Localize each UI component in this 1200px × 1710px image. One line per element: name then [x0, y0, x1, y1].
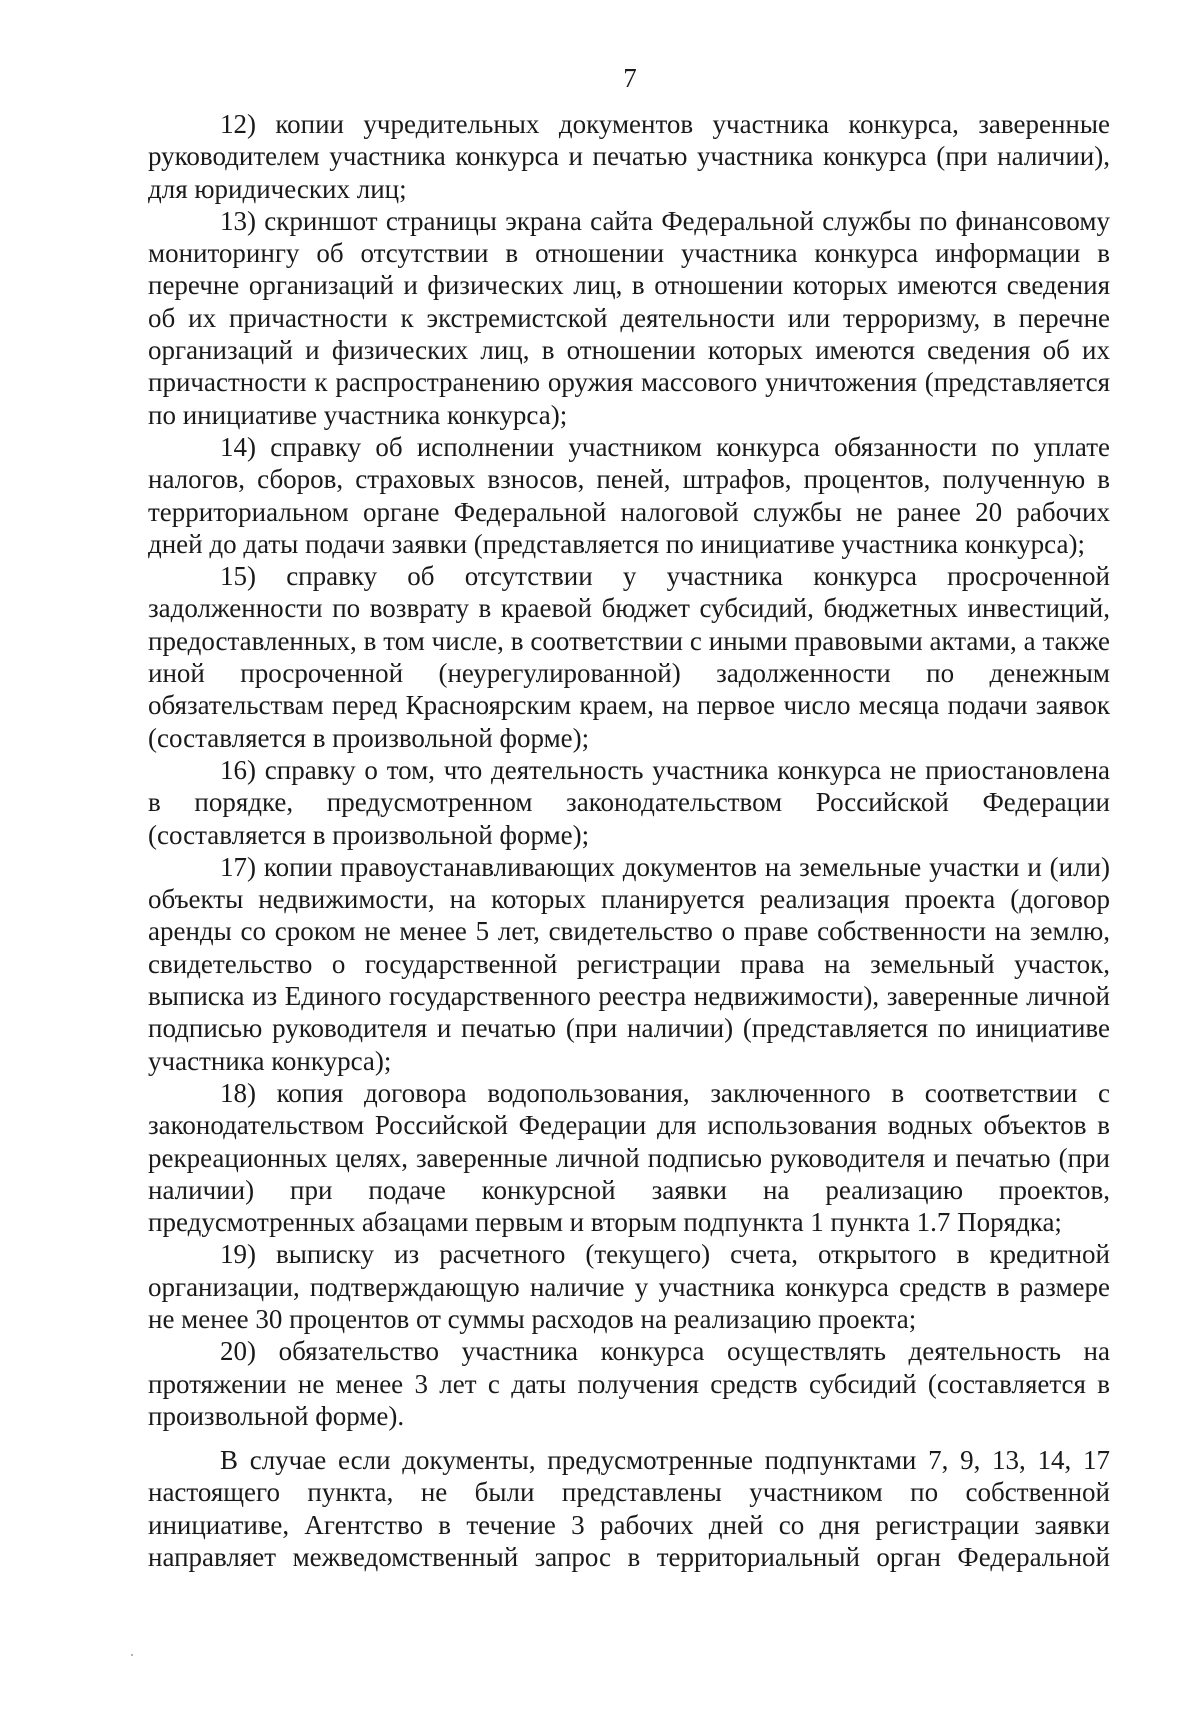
list-item-13: 13) скриншот страницы экрана сайта Федеральной службы по финансовому мониторингу об отсутствии в отношении участника конкурса информации в перечне организаций и физических лиц, в отношении которых имеются сведения об их причастности к экстремистской деятельности или терроризму, в перечне организаций и физических лиц, в отношении которых имеются сведения об их причастности к распространению оружия массового уничтожения (представляется по инициативе участника конкурса);	[148, 205, 1110, 430]
list-item-12: 12) копии учредительных документов участника конкурса, заверенные руководителем участника конкурса и печатью участника конкурса (при наличии), для юридических лиц;	[148, 109, 1110, 204]
list-item-17: 17) копии правоустанавливающих документов на земельные участки и (или) объекты недвижимости, на которых планируется реализация проекта (договор аренды со сроком не менее 5 лет, свидетельство о праве собственности на землю, свидетельство о государственной регистрации права на земельный участок, выписка из Единого государственного реестра недвижимости), заверенные личной подписью руководителя и печатью (при наличии) (представляется по инициативе участника конкурса);	[148, 851, 1110, 1076]
scan-speck	[131, 1654, 133, 1656]
page-number: 7	[623, 63, 637, 93]
list-item-20: 20) обязательство участника конкурса осуществлять деятельность на протяжении не менее 3 лет с даты получения средств субсидий (составляется в произвольной форме).	[148, 1336, 1110, 1431]
list-item-15: 15) справку об отсутствии у участника конкурса просроченной задолженности по возврату в краевой бюджет субсидий, бюджетных инвестиций, предоставленных, в том числе, в соответствии с иными правовыми актами, а также иной просроченной (неурегулированной) задолженности по денежным обязательствам перед Красноярским краем, на первое число месяца подачи заявок (составляется в произвольной форме);	[148, 561, 1110, 753]
list-item-19: 19) выписку из расчетного (текущего) счета, открытого в кредитной организации, подтверждающую наличие у участника конкурса средств в размере не менее 30 процентов от суммы расходов на реализацию проекта;	[148, 1239, 1110, 1334]
list-item-14: 14) справку об исполнении участником конкурса обязанности по уплате налогов, сборов, страховых взносов, пеней, штрафов, процентов, полученную в территориальном органе Федеральной налоговой службы не ранее 20 рабочих дней до даты подачи заявки (представляется по инициативе участника конкурса);	[148, 431, 1110, 559]
document-body	[148, 108, 1110, 1573]
list-item-16: 16) справку о том, что деятельность участника конкурса не приостановлена в порядке, предусмотренном законодательством Российской Федерации (составляется в произвольной форме);	[148, 754, 1110, 850]
closing-paragraph: В случае если документы, предусмотренные подпунктами 7, 9, 13, 14, 17 настоящего пункта, не были представлены участником по собственной инициативе, Агентство в течение 3 рабочих дней со дня регистрации заявки направляет межведомственный запрос в территориальный орган Федеральной	[148, 1445, 1110, 1573]
list-item-18: 18) копия договора водопользования, заключенного в соответствии с законодательством Российской Федерации для использования водных объектов в рекреационных целях, заверенные личной подписью руководителя и печатью (при наличии) при подаче конкурсной заявки на реализацию проектов, предусмотренных абзацами первым и вторым подпункта 1 пункта 1.7 Порядка;	[148, 1077, 1110, 1238]
